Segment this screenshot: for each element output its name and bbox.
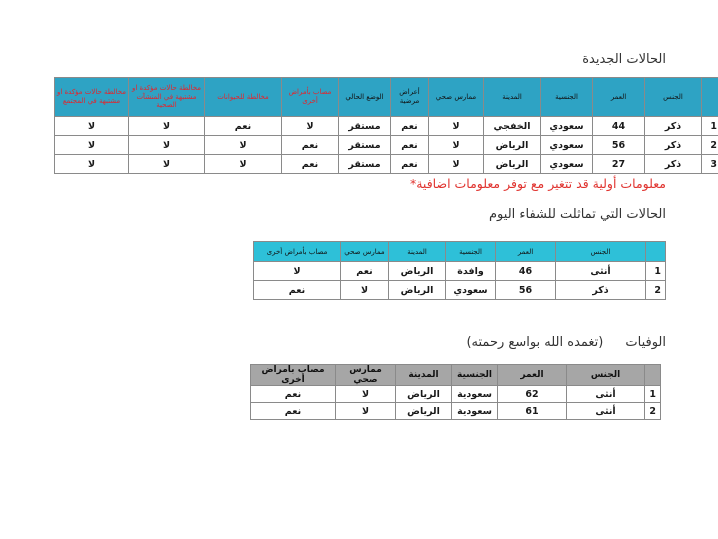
table-cell: لا <box>205 136 282 155</box>
row-index: 2 <box>702 136 718 155</box>
table-cell: لا <box>55 117 129 136</box>
table-cell: نعم <box>391 155 429 174</box>
header-city: المدينة <box>396 365 452 386</box>
deaths-heading <box>466 335 666 350</box>
table-cell: ذكر <box>645 155 702 174</box>
table-cell: 56 <box>593 136 645 155</box>
table-cell: مستقر <box>339 136 391 155</box>
deaths-table <box>250 364 661 420</box>
header-other-diseases: مصاب بأمراض أخرى <box>282 78 339 117</box>
table-cell: لا <box>336 403 396 420</box>
header-row <box>251 365 661 386</box>
header-gender: الجنس <box>567 365 645 386</box>
table-cell: الرياض <box>389 262 446 281</box>
table-cell: لا <box>129 136 205 155</box>
recovered-table <box>253 241 666 300</box>
table-cell: نعم <box>251 386 336 403</box>
table-cell: لا <box>55 136 129 155</box>
table-cell: سعودية <box>452 386 498 403</box>
table-cell: الرياض <box>396 403 452 420</box>
table-cell: سعودي <box>446 281 496 300</box>
header-nationality: الجنسية <box>541 78 593 117</box>
table-cell: لا <box>341 281 389 300</box>
row-index: 3 <box>702 155 718 174</box>
row-index: 2 <box>645 403 661 420</box>
row-index: 1 <box>646 262 666 281</box>
table-cell: نعم <box>391 136 429 155</box>
table-cell: سعودي <box>541 136 593 155</box>
table-row <box>254 262 666 281</box>
table-row <box>55 155 718 174</box>
header-other-diseases: مصاب بأمراض أخرى <box>254 242 341 262</box>
table-cell: الخفجي <box>484 117 541 136</box>
table-cell: نعم <box>341 262 389 281</box>
table-cell: أنثى <box>567 403 645 420</box>
header-health-practitioner: ممارس صحي <box>341 242 389 262</box>
table-cell: 44 <box>593 117 645 136</box>
table-cell: لا <box>429 136 484 155</box>
table-cell: نعم <box>282 136 339 155</box>
table-cell: لا <box>129 117 205 136</box>
table-cell: سعودي <box>541 155 593 174</box>
header-nationality: الجنسية <box>446 242 496 262</box>
disclaimer-note: معلومات أولية قد تتغير مع توفر معلومات اضافية* <box>409 176 666 191</box>
table-row <box>55 136 718 155</box>
table-cell: أنثى <box>567 386 645 403</box>
header-age: العمر <box>593 78 645 117</box>
table-cell: نعم <box>254 281 341 300</box>
header-animal-contact: مخالطة للحيوانات <box>205 78 282 117</box>
table-cell: الرياض <box>484 136 541 155</box>
table-cell: 46 <box>496 262 556 281</box>
header-symptoms: أعراض مرضية <box>391 78 429 117</box>
header-health-practitioner: ممارس صحي <box>336 365 396 386</box>
table-cell: أنثى <box>556 262 646 281</box>
header-city: المدينة <box>389 242 446 262</box>
header-gender: الجنس <box>645 78 702 117</box>
table-cell: ذكر <box>556 281 646 300</box>
table-cell: 56 <box>496 281 556 300</box>
header-row <box>254 242 666 262</box>
deaths-title: الوفيات <box>625 335 666 350</box>
table-cell: 61 <box>498 403 567 420</box>
header-community-contact: مخالطة حالات مؤكدة او مشتبهة في المجتمع <box>55 78 129 117</box>
table-cell: 27 <box>593 155 645 174</box>
new-cases-table <box>54 77 718 174</box>
table-cell: نعم <box>282 155 339 174</box>
table-cell: 62 <box>498 386 567 403</box>
index-header <box>646 242 666 262</box>
table-cell: سعودي <box>541 117 593 136</box>
table-cell: ذكر <box>645 136 702 155</box>
header-other-diseases: مصاب بأمراض أخرى <box>251 365 336 386</box>
row-index: 1 <box>702 117 718 136</box>
header-facility-contact: مخالطة حالات مؤكدة او مشتبهة في المنشآت الصحية <box>129 78 205 117</box>
header-city: المدينة <box>484 78 541 117</box>
table-cell: الرياض <box>484 155 541 174</box>
header-status: الوضع الحالي <box>339 78 391 117</box>
table-cell: لا <box>429 117 484 136</box>
table-cell: لا <box>336 386 396 403</box>
header-age: العمر <box>496 242 556 262</box>
table-cell: لا <box>55 155 129 174</box>
table-cell: لا <box>254 262 341 281</box>
table-cell: الرياض <box>389 281 446 300</box>
table-cell: لا <box>429 155 484 174</box>
table-cell: نعم <box>391 117 429 136</box>
table-cell: ذكر <box>645 117 702 136</box>
table-cell: سعودية <box>452 403 498 420</box>
table-row <box>55 117 718 136</box>
table-cell: نعم <box>251 403 336 420</box>
table-cell: مستقر <box>339 117 391 136</box>
table-row <box>251 386 661 403</box>
row-index: 1 <box>645 386 661 403</box>
header-gender: الجنس <box>556 242 646 262</box>
table-row <box>254 281 666 300</box>
table-cell: لا <box>205 155 282 174</box>
deaths-subtitle: (تغمده الله بواسع رحمته) <box>466 335 604 350</box>
table-cell: وافدة <box>446 262 496 281</box>
header-health-practitioner: ممارس صحي <box>429 78 484 117</box>
table-cell: نعم <box>205 117 282 136</box>
header-row <box>55 78 718 117</box>
row-index: 2 <box>646 281 666 300</box>
header-nationality: الجنسية <box>452 365 498 386</box>
table-cell: الرياض <box>396 386 452 403</box>
index-header <box>702 78 718 117</box>
recovered-title: الحالات التي تماثلت للشفاء اليوم <box>489 207 666 222</box>
index-header <box>645 365 661 386</box>
table-cell: مستقر <box>339 155 391 174</box>
header-age: العمر <box>498 365 567 386</box>
table-row <box>251 403 661 420</box>
table-cell: لا <box>282 117 339 136</box>
new-cases-title: الحالات الجديدة <box>582 52 666 67</box>
table-cell: لا <box>129 155 205 174</box>
